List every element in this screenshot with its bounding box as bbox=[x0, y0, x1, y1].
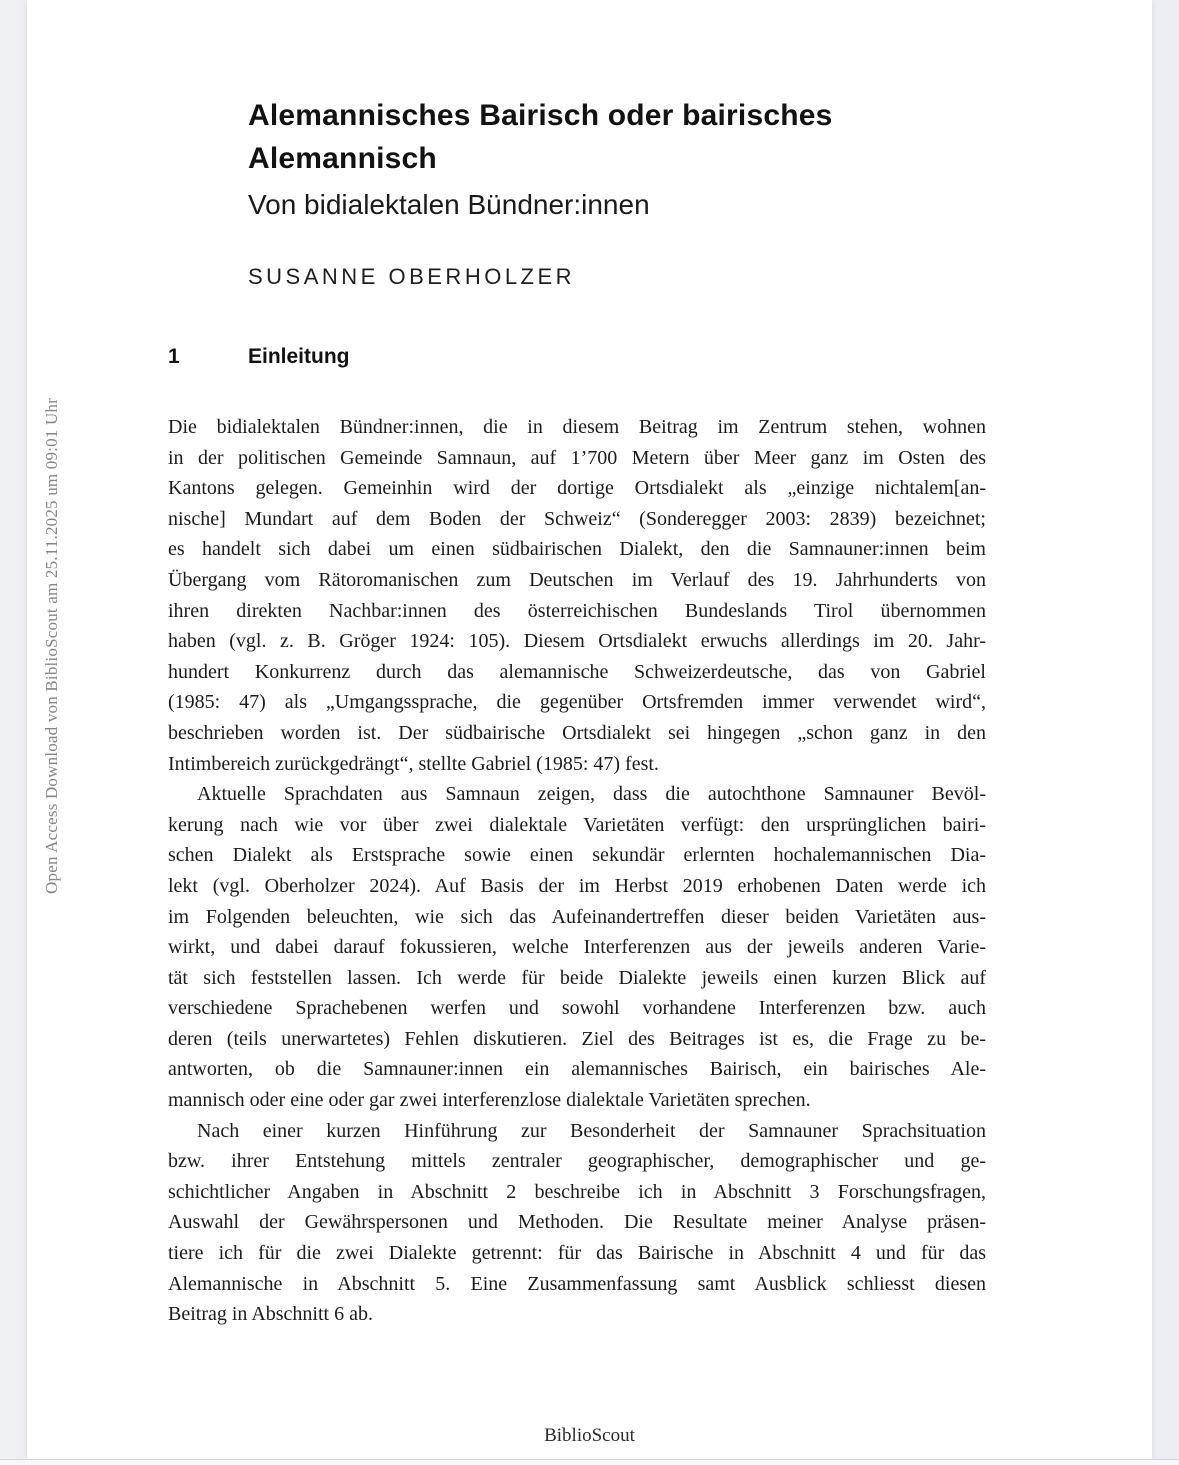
text-line: ihren direkten Nachbar:innen des österreichischen Bundeslands Tirol übernommen bbox=[168, 599, 986, 622]
text-line: verschiedene Sprachebenen werfen und sowohl vorhandene Interferenzen bzw. auch bbox=[168, 997, 986, 1020]
body-paragraph bbox=[168, 779, 986, 1116]
text-line: es handelt sich dabei um einen südbairischen Dialekt, den die Samnauner:innen beim bbox=[168, 538, 986, 561]
text-line: haben (vgl. z. B. Gröger 1924: 105). Diesem Ortsdialekt erwuchs allerdings im 20. Jahr- bbox=[168, 630, 986, 653]
body-paragraph bbox=[168, 1116, 986, 1330]
text-line: im Folgenden beleuchten, wie sich das Aufeinandertreffen dieser beiden Varietäten aus- bbox=[168, 905, 986, 928]
viewer-bottom-bar bbox=[0, 1459, 1179, 1465]
text-line: wirkt, und dabei darauf fokussieren, welche Interferenzen aus der jeweils anderen Varie- bbox=[168, 936, 986, 959]
body-paragraph bbox=[168, 412, 986, 779]
text-line: deren (teils unerwartetes) Fehlen diskutieren. Ziel des Beitrages ist es, die Frage zu be- bbox=[168, 1027, 986, 1050]
text-line: mannisch oder eine oder gar zwei interferenzlose dialektale Varietäten sprechen. bbox=[168, 1089, 811, 1112]
text-line: hundert Konkurrenz durch das alemannische Schweizerdeutsche, das von Gabriel bbox=[168, 660, 986, 683]
viewer-gutter-right bbox=[1152, 0, 1179, 1459]
text-line: Übergang vom Rätoromanischen zum Deutschen im Verlauf des 19. Jahrhunderts von bbox=[168, 568, 986, 591]
text-line: in der politischen Gemeinde Samnaun, auf 1’700 Metern über Meer ganz im Osten des bbox=[168, 446, 986, 469]
text-line: Die bidialektalen Bündner:innen, die in diesem Beitrag im Zentrum stehen, wohnen bbox=[168, 416, 986, 438]
section-heading-row bbox=[168, 344, 986, 370]
text-line: schichtlicher Angaben in Abschnitt 2 beschreibe ich in Abschnitt 3 Forschungsfragen, bbox=[168, 1180, 986, 1203]
text-line: kerung nach wie vor über zwei dialektale Varietäten verfügt: den ursprünglichen bairi- bbox=[168, 813, 986, 836]
text-line: tät sich feststellen lassen. Ich werde für beide Dialekte jeweils einen kurzen Blick auf bbox=[168, 966, 986, 989]
text-line: Beitrag in Abschnitt 6 ab. bbox=[168, 1303, 373, 1326]
text-line: Kantons gelegen. Gemeinhin wird der dortige Ortsdialekt als „einzige nichtalem[an- bbox=[168, 477, 986, 500]
article-title-line1: Alemannisches Bairisch oder bairisches bbox=[248, 99, 833, 132]
text-line: (1985: 47) als „Umgangssprache, die gegenüber Ortsfremden immer verwendet wird“, bbox=[168, 691, 986, 714]
text-line: Intimbereich zurückgedrängt“, stellte Gabriel (1985: 47) fest. bbox=[168, 752, 659, 775]
document-page bbox=[27, 0, 1152, 1459]
text-line: antworten, ob die Samnauner:innen ein alemannisches Bairisch, ein bairisches Ale- bbox=[168, 1058, 986, 1081]
text-line: nische] Mundart auf dem Boden der Schweiz“ (Sonderegger 2003: 2839) bezeichnet; bbox=[168, 507, 986, 530]
article-title-line2: Alemannisch bbox=[248, 142, 437, 175]
text-line: Auswahl der Gewährspersonen und Methoden. Die Resultate meiner Analyse präsen- bbox=[168, 1211, 986, 1234]
section-title: Einleitung bbox=[248, 345, 350, 368]
author-name: SUSANNE OBERHOLZER bbox=[248, 264, 576, 289]
article-subtitle: Von bidialektalen Bündner:innen bbox=[248, 189, 650, 220]
text-line: beschrieben worden ist. Der südbairische Ortsdialekt sei hingegen „schon ganz in den bbox=[168, 721, 986, 744]
text-line: schen Dialekt als Erstsprache sowie einen sekundär erlernten hochalemannischen Dia- bbox=[168, 844, 986, 867]
text-line: lekt (vgl. Oberholzer 2024). Auf Basis der im Herbst 2019 erhobenen Daten werde ich bbox=[168, 874, 986, 897]
text-line: bzw. ihrer Entstehung mittels zentraler geographischer, demographischer und ge- bbox=[168, 1150, 986, 1173]
text-line: Aktuelle Sprachdaten aus Samnaun zeigen, dass die autochthone Samnauner Bevöl- bbox=[197, 783, 986, 806]
text-line: tiere ich für die zwei Dialekte getrennt: für das Bairische in Abschnitt 4 und für das bbox=[168, 1242, 986, 1265]
article-content bbox=[168, 0, 986, 1330]
section-number: 1 bbox=[168, 345, 180, 368]
viewer-gutter-left bbox=[0, 0, 27, 1459]
article-body bbox=[168, 412, 986, 1330]
text-line: Alemannische in Abschnitt 5. Eine Zusammenfassung samt Ausblick schliesst diesen bbox=[168, 1272, 986, 1295]
footer-publisher-label: BiblioScout bbox=[544, 1425, 635, 1446]
article-title bbox=[248, 94, 986, 180]
open-access-watermark: Open Access Download von BiblioScout am 25.11.2025 um 09:01 Uhr bbox=[42, 398, 61, 894]
text-line: Nach einer kurzen Hinführung zur Besonderheit der Samnauner Sprachsituation bbox=[197, 1119, 986, 1142]
